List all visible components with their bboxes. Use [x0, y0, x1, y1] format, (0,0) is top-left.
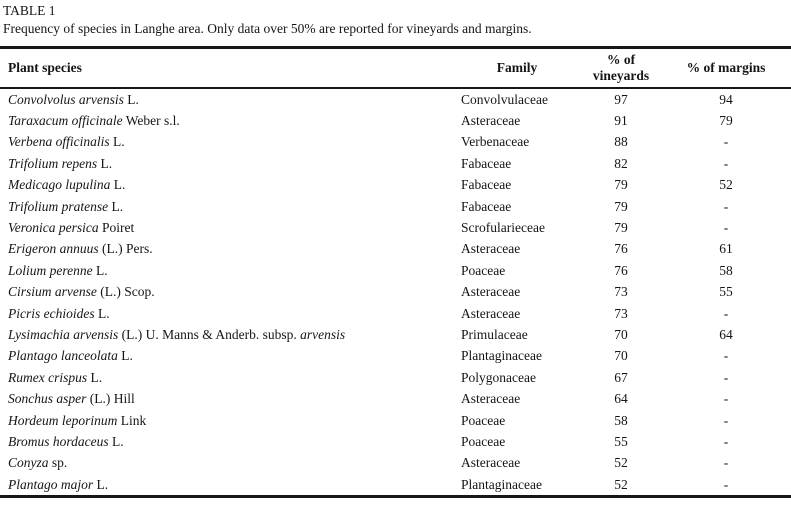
cell-percent-vineyards: 76: [614, 262, 628, 278]
cell-percent-vineyards: 88: [614, 134, 628, 150]
cell-percent-vineyards: 58: [614, 412, 628, 428]
species-authority: Weber s.l.: [125, 113, 180, 129]
cell-plant-species: [0, 453, 453, 474]
cell-plant-species: [0, 132, 453, 153]
cell-percent-margins: 52: [719, 177, 733, 193]
header-percent-margins: % of margins: [661, 48, 791, 89]
species-authority: (L.) Pers.: [102, 241, 153, 257]
table-row: [0, 324, 791, 345]
species-authority: L.: [127, 91, 139, 107]
species-authority: L.: [96, 262, 108, 278]
species-name-italic: Lolium perenne: [8, 262, 93, 278]
cell-plant-species: [0, 239, 453, 260]
species-authority: L.: [121, 348, 133, 364]
species-name-italic: Plantago lanceolata: [8, 348, 118, 364]
cell-percent-margins: -: [723, 305, 729, 321]
cell-percent-margins: 58: [719, 262, 733, 278]
cell-percent-vineyards: 91: [614, 113, 628, 129]
species-authority: (L.) U. Manns & Anderb. subsp.: [121, 326, 297, 342]
cell-percent-vineyards: 73: [614, 284, 628, 300]
species-name-italic: Veronica persica: [8, 220, 99, 236]
species-name-italic: Cirsium arvense: [8, 284, 97, 300]
cell-percent-vineyards: 70: [614, 326, 628, 342]
species-authority: L.: [112, 433, 124, 449]
species-name-italic: Bromus hordaceus: [8, 433, 109, 449]
cell-plant-species: [0, 88, 453, 110]
cell-percent-vineyards: 76: [614, 241, 628, 257]
species-authority: L.: [111, 198, 124, 214]
cell-plant-species: [0, 217, 453, 238]
table-row: [0, 260, 791, 281]
table-row: [0, 217, 791, 238]
header-plant-species: Plant species: [0, 48, 453, 89]
cell-family: Fabaceae: [461, 155, 512, 171]
cell-plant-species: [0, 282, 453, 303]
species-name-italic: Medicago lupulina: [8, 177, 111, 193]
cell-plant-species: [0, 431, 453, 452]
species-authority: (L.) Scop.: [100, 284, 155, 300]
cell-percent-vineyards: 79: [614, 220, 628, 236]
cell-family: Plantaginaceae: [453, 474, 581, 497]
table-number-label: TABLE 1: [3, 3, 56, 18]
cell-plant-species: [0, 175, 453, 196]
cell-family: Poaceae: [461, 412, 506, 428]
species-name-italic: Trifolium pratense: [8, 198, 109, 214]
cell-percent-vineyards: 52: [614, 455, 628, 471]
table-body: [0, 88, 791, 497]
cell-family: Asteraceae: [461, 284, 521, 300]
table-description: Frequency of species in Langhe area. Only data over 50% are reported for vineyards and margins.: [3, 21, 532, 36]
cell-plant-species: [0, 196, 453, 217]
table-row: [0, 303, 791, 324]
table-row: [0, 88, 791, 110]
species-name-italic: Picris echioides: [8, 305, 95, 321]
cell-percent-vineyards: 67: [614, 369, 628, 385]
table-row: [0, 239, 791, 260]
cell-family: Primulaceae: [461, 326, 528, 342]
table-row: [0, 431, 791, 452]
cell-plant-species: [0, 153, 453, 174]
cell-percent-margins: 79: [719, 113, 733, 129]
cell-percent-margins: -: [723, 134, 729, 150]
cell-percent-vineyards: 97: [614, 91, 628, 107]
species-name-italic: Verbena officinalis: [8, 134, 110, 150]
cell-percent-margins: 61: [719, 241, 733, 257]
cell-percent-margins: 94: [719, 91, 733, 107]
cell-family: Convolvulaceae: [461, 91, 548, 107]
table-row: [0, 367, 791, 388]
cell-family: Asteraceae: [461, 391, 521, 407]
species-authority: L.: [97, 305, 110, 321]
cell-family: Scrofularieceae: [461, 220, 545, 236]
cell-family: Asteraceae: [461, 455, 521, 471]
cell-plant-species: [0, 474, 453, 497]
table-row: [0, 474, 791, 497]
table-row: [0, 282, 791, 303]
species-name-italic: Hordeum leporinum: [8, 412, 118, 428]
cell-percent-vineyards: 79: [614, 177, 628, 193]
species-authority: L.: [90, 369, 103, 385]
table-row: [0, 410, 791, 431]
cell-percent-margins: 64: [719, 326, 733, 342]
cell-percent-margins: -: [723, 391, 729, 407]
cell-family: Plantaginaceae: [461, 348, 542, 364]
species-name-italic: Lysimachia arvensis: [8, 326, 119, 342]
table-row: [0, 132, 791, 153]
cell-family: Poaceae: [461, 433, 506, 449]
cell-family: Polygonaceae: [461, 369, 536, 385]
header-percent-vineyards-line1: % of: [606, 52, 636, 67]
species-name-italic: Sonchus asper: [8, 391, 87, 407]
species-name-italic: Erigeron annuus: [8, 241, 99, 257]
cell-plant-species: [0, 324, 453, 345]
species-authority: Link: [120, 412, 147, 428]
table-row: [0, 196, 791, 217]
cell-plant-species: [0, 410, 453, 431]
cell-percent-margins: -: [723, 198, 729, 214]
cell-plant-species: [0, 346, 453, 367]
table-row: [0, 388, 791, 409]
cell-percent-vineyards: 55: [614, 433, 628, 449]
cell-percent-vineyards: 64: [614, 391, 628, 407]
species-authority: (L.) Hill: [89, 391, 135, 407]
header-percent-vineyards: [581, 48, 661, 89]
table-header: [0, 48, 791, 89]
cell-percent-vineyards: 73: [614, 305, 628, 321]
table-row: [0, 346, 791, 367]
cell-percent-vineyards: 70: [614, 348, 628, 364]
species-authority: L.: [100, 155, 113, 171]
species-authority: sp.: [51, 455, 68, 471]
cell-family: Asteraceae: [461, 113, 521, 129]
species-subspecies-italic: arvensis: [300, 326, 346, 342]
species-authority: L.: [113, 177, 126, 193]
species-name-italic: Rumex crispus: [8, 369, 88, 385]
table-row: [0, 175, 791, 196]
header-percent-vineyards-line2: vineyards: [592, 68, 650, 83]
species-name-italic: Convolvolus arvensis: [8, 91, 124, 107]
species-name-italic: Conyza: [8, 455, 49, 471]
cell-percent-margins: -: [723, 220, 729, 236]
table-row: [0, 110, 791, 131]
cell-percent-margins: -: [723, 348, 729, 364]
cell-family: Asteraceae: [461, 241, 521, 257]
table-row: [0, 153, 791, 174]
species-authority: Poiret: [101, 220, 135, 236]
cell-percent-margins: -: [723, 455, 729, 471]
species-name-italic: Plantago major: [8, 476, 94, 492]
species-name-italic: Trifolium repens: [8, 155, 98, 171]
cell-plant-species: [0, 388, 453, 409]
cell-percent-margins: -: [723, 412, 729, 428]
cell-family: Fabaceae: [461, 177, 512, 193]
cell-family: Verbenaceae: [461, 134, 530, 150]
header-family: Family: [453, 48, 581, 89]
cell-family: Asteraceae: [461, 305, 521, 321]
cell-percent-margins: -: [723, 433, 729, 449]
cell-plant-species: [0, 260, 453, 281]
cell-percent-margins: -: [723, 155, 729, 171]
species-frequency-table: [0, 46, 791, 498]
cell-plant-species: [0, 303, 453, 324]
species-authority: L.: [113, 134, 125, 150]
cell-percent-vineyards: 79: [614, 198, 628, 214]
cell-percent-margins: -: [661, 474, 791, 497]
cell-percent-vineyards: 52: [581, 474, 661, 497]
cell-percent-vineyards: 82: [614, 155, 628, 171]
cell-family: Poaceae: [461, 262, 506, 278]
table-caption: [0, 0, 791, 38]
table-row: [0, 453, 791, 474]
cell-plant-species: [0, 367, 453, 388]
header-row: [0, 48, 791, 89]
cell-family: Fabaceae: [461, 198, 512, 214]
cell-percent-margins: 55: [719, 284, 733, 300]
cell-percent-margins: -: [723, 369, 729, 385]
cell-plant-species: [0, 110, 453, 131]
species-authority: L.: [96, 476, 109, 492]
species-name-italic: Taraxacum officinale: [8, 113, 123, 129]
